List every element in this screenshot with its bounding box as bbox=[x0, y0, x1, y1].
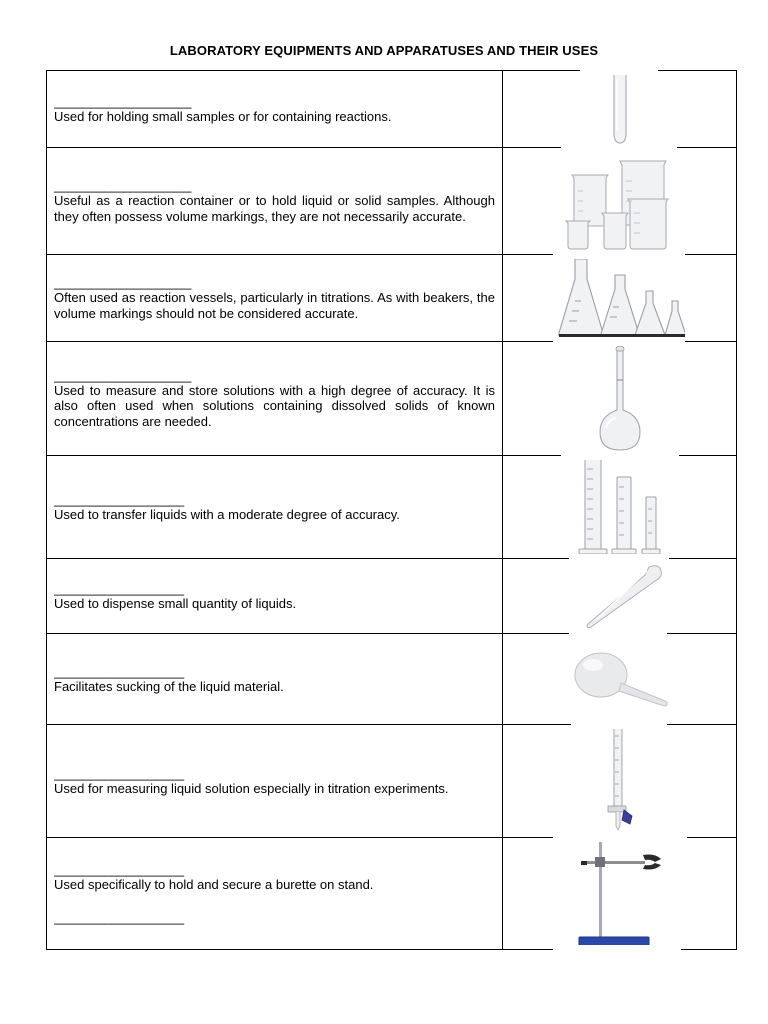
answer-blank[interactable]: ___________________ bbox=[54, 367, 192, 383]
description-text: Often used as reaction vessels, particularly in titrations. As with beakers, the volume markings should not be considered accurate. bbox=[54, 290, 495, 321]
description-text: Used to transfer liquids with a moderate degree of accuracy. bbox=[54, 506, 400, 522]
description-cell bbox=[47, 838, 503, 950]
answer-blank[interactable]: ___________________ bbox=[54, 275, 192, 290]
table-row bbox=[47, 634, 737, 725]
table-row bbox=[47, 559, 737, 634]
image-cell bbox=[503, 838, 737, 950]
description-text: Used specifically to hold and secure a burette on stand. bbox=[54, 876, 374, 892]
table-row bbox=[47, 456, 737, 559]
description-text: Used for measuring liquid solution especially in titration experiments. bbox=[54, 780, 449, 796]
equipment-table bbox=[46, 70, 737, 950]
answer-blank[interactable]: ___________________ bbox=[54, 93, 192, 109]
description-text: Used to dispense small quantity of liquids. bbox=[54, 595, 297, 611]
description-cell bbox=[47, 342, 503, 456]
image-cell bbox=[503, 148, 737, 255]
description-text: Used to measure and store solutions with a high degree of accuracy. It is also often used when solutions containing dissolved solids of known concentrations are needed. bbox=[54, 382, 495, 429]
image-cell bbox=[503, 71, 737, 148]
volumetric-flask-icon bbox=[590, 344, 650, 454]
description-cell bbox=[47, 634, 503, 725]
image-cell bbox=[503, 255, 737, 342]
image-cell bbox=[503, 725, 737, 838]
image-cell bbox=[503, 456, 737, 559]
burette-icon bbox=[590, 726, 650, 836]
erlenmeyer-flasks-icon bbox=[555, 257, 685, 339]
image-cell bbox=[503, 559, 737, 634]
table-row bbox=[47, 838, 737, 950]
description-cell bbox=[47, 148, 503, 255]
test-tube-icon bbox=[600, 71, 640, 147]
description-cell bbox=[47, 71, 503, 148]
description-text: Used for holding small samples or for containing reactions. bbox=[54, 108, 392, 124]
description-text: Facilitates sucking of the liquid material. bbox=[54, 678, 284, 694]
answer-blank[interactable]: __________________ bbox=[54, 491, 185, 507]
answer-blank[interactable]: __________________ bbox=[54, 765, 185, 781]
answer-blank[interactable]: __________________ bbox=[54, 663, 185, 679]
description-cell bbox=[47, 456, 503, 559]
answer-blank[interactable]: __________________ bbox=[54, 580, 185, 596]
answer-blank[interactable]: __________________ bbox=[54, 910, 185, 926]
description-cell bbox=[47, 725, 503, 838]
answer-blank[interactable]: __________________ bbox=[54, 861, 185, 877]
image-cell bbox=[503, 634, 737, 725]
aspirator-bulb-icon bbox=[565, 639, 675, 719]
table-row bbox=[47, 255, 737, 342]
table-row bbox=[47, 342, 737, 456]
table-row bbox=[47, 725, 737, 838]
burette-clamp-stand-icon bbox=[565, 839, 675, 949]
dropper-icon bbox=[575, 561, 665, 631]
image-cell bbox=[503, 342, 737, 456]
answer-blank[interactable]: ___________________ bbox=[54, 178, 192, 193]
description-cell bbox=[47, 255, 503, 342]
table-row bbox=[47, 71, 737, 148]
beakers-icon bbox=[560, 151, 680, 251]
description-text: Useful as a reaction container or to hold liquid or solid samples. Although they often possess volume markings, they are not necessarily accurate. bbox=[54, 193, 495, 224]
table-row bbox=[47, 148, 737, 255]
graduated-cylinders-icon bbox=[575, 457, 665, 557]
description-cell bbox=[47, 559, 503, 634]
page-title: LABORATORY EQUIPMENTS AND APPARATUSES AND THEIR USES bbox=[169, 43, 599, 58]
